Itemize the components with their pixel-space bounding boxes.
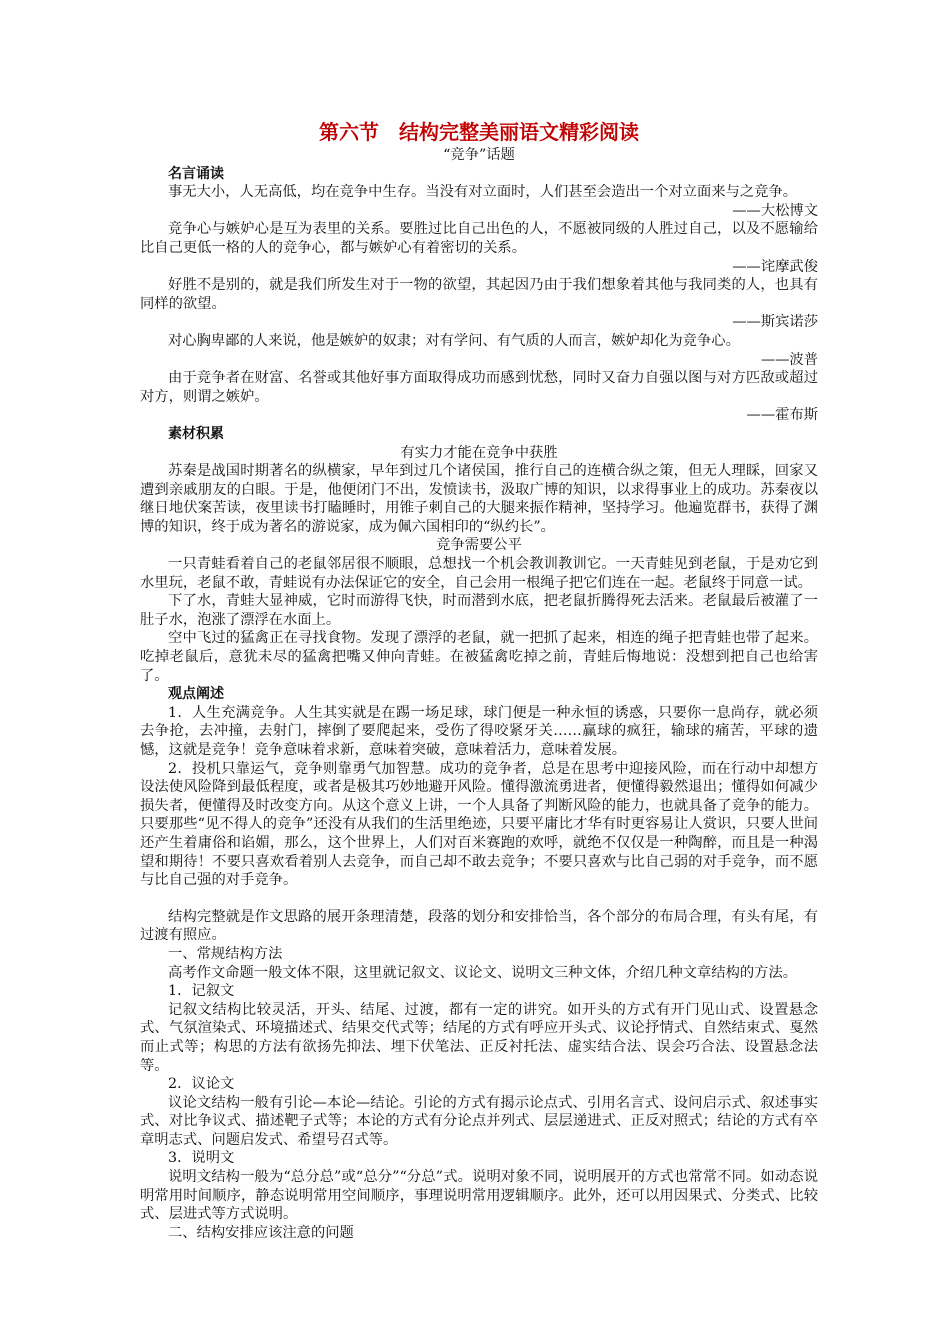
- page-subtitle: “竞争”话题: [443, 147, 515, 163]
- viewpoint-paragraph: 1．人生充满竞争。人生其实就是在踢一场足球，球门便是一种永恒的诱惑，只要你一息尚存，就必须去争抢，去冲撞，去射门，摔倒了要爬起来，受伤了得咬紧牙关……赢球的疯狂，输球的痛苦，平球的遗憾，这就是竞争！竞争意味着求新，意味着突破，意味着活力，意味着发展。: [140, 704, 818, 758]
- structure-paragraph: 议论文结构一般有引论—本论—结论。引论的方式有揭示论点式、引用名言式、设问启示式、叙述事实式、对比争议式、描述靶子式等；本论的方式有分论点并列式、层层递进式、正反对照式；结论的方式有卒章明志式、问题启发式、希望号召式等。: [140, 1094, 818, 1148]
- quote-text: 对心胸卑鄙的人来说，他是嫉妒的奴隶；对有学问、有气质的人而言，嫉妒却化为竞争心。: [168, 332, 740, 349]
- story-paragraph: 一只青蛙看着自己的老鼠邻居很不顺眼，总想找一个机会教训教训它。一天青蛙见到老鼠，于是劝它到水里玩，老鼠不敢，青蛙说有办法保证它的安全，自己会用一根绳子把它们连在一起。老鼠终于同意一试。: [140, 556, 818, 591]
- section-heading-quotes: 名言诵读: [168, 165, 224, 182]
- quote-text: 由于竞争者在财富、名誉或其他好事方面取得成功而感到忧愁，同时又奋力自强以图与对方匹敌或超过对方，则谓之嫉妒。: [140, 370, 818, 405]
- subheading-expository: 3．说明文: [168, 1150, 235, 1167]
- quote-text: 事无大小，人无高低，均在竞争中生存。当没有对立面时，人们甚至会造出一个对立面来与之竞争。: [168, 184, 798, 201]
- quote-author: ——波普: [760, 351, 818, 368]
- quote-text: 竞争心与嫉妒心是互为表里的关系。要胜过比自己出色的人，不愿被同级的人胜过自己，以及不愿输给比自己更低一格的人的竞争心，都与嫉妒心有着密切的关系。: [140, 221, 818, 256]
- section-heading-materials: 素材积累: [168, 425, 224, 442]
- structure-paragraph: 记叙文结构比较灵活，开头、结尾、过渡，都有一定的讲究。如开头的方式有开门见山式、设置悬念式、气氛渲染式、环境描述式、结果交代式等；结尾的方式有呼应开头式、议论抒情式、自然结束式、戛然而止式等；构思的方法有欲扬先抑法、埋下伏笔法、正反衬托法、虚实结合法、误会巧合法、设置悬念法等。: [140, 1001, 818, 1074]
- spacer: [140, 890, 818, 908]
- subheading-argumentative: 2．议论文: [168, 1076, 235, 1093]
- structure-paragraph: 高考作文命题一般文体不限，这里就记叙文、议论文、说明文三种文体，介绍几种文章结构的方法。: [168, 964, 798, 981]
- structure-heading-1: 一、常规结构方法: [168, 945, 283, 962]
- section-heading-viewpoints: 观点阐述: [168, 686, 224, 703]
- page-title: 第六节 结构完整美丽语文精彩阅读: [319, 120, 639, 144]
- quote-author: ——霍布斯: [746, 407, 818, 424]
- structure-intro: 结构完整就是作文思路的展开条理清楚，段落的划分和安排恰当，各个部分的布局合理，有头有尾，有过渡有照应。: [140, 908, 818, 944]
- quote-author: ——斯宾诺莎: [732, 314, 818, 331]
- quote-text: 好胜不是别的，就是我们所发生对于一物的欲望，其起因乃由于我们想象着其他与我同类的人，也具有同样的欲望。: [140, 277, 818, 312]
- structure-paragraph: 说明文结构一般为“总分总”或“总分”“分总”式。说明对象不同，说明展开的方式也常常不同。如动态说明常用时间顺序，静态说明常用空间顺序，事理说明常用逻辑顺序。此外，还可以用因果式、分类式、比较式、层进式等方式说明。: [140, 1169, 818, 1223]
- viewpoint-paragraph: 2．投机只靠运气，竞争则靠勇气加智慧。成功的竞争者，总是在思考中迎接风险，而在行动中却想方设法使风险降到最低程度，或者是极其巧妙地避开风险。懂得激流勇进者，便懂得毅然退出；懂得如何减少损失者，便懂得及时改变方向。从这个意义上讲，一个人具备了判断风险的能力，也就具备了竞争的能力。只要那些“见不得人的竞争”还没有从我们的生活里绝迹，只要平庸比才华有时更容易让人赏识，只要人世间还产生着庸俗和谄媚，那么，这个世界上，人们对百米赛跑的欢呼，就绝不仅仅是一种陶醉，而且是一种渴望和期待！不要只喜欢看着别人去竞争，而自己却不敢去竞争；不要只喜欢与比自己弱的对手竞争，而不愿与比自己强的对手竞争。: [140, 760, 818, 889]
- story-paragraph: 苏秦是战国时期著名的纵横家，早年到过几个诸侯国，推行自己的连横合纵之策，但无人理睬，回家又遭到亲戚朋友的白眼。于是，他便闭门不出，发愤读书，汲取广博的知识，以求得事业上的成功。苏秦夜以继日地伏案苦读，夜里读书打瞌睡时，用锥子刺自己的大腿来振作精神，坚持学习。他遍览群书，获得了渊博的知识，终于成为著名的游说家，成为佩六国相印的“纵约长”。: [140, 463, 818, 535]
- quote-author: ——诧摩武俊: [732, 258, 818, 275]
- structure-heading-2: 二、结构安排应该注意的问题: [168, 1224, 354, 1241]
- story-paragraph: 空中飞过的猛禽正在寻找食物。发现了漂浮的老鼠，就一把抓了起来，相连的绳子把青蛙也带了起来。吃掉老鼠后，意犹未尽的猛禽把嘴又伸向青蛙。在被猛禽吃掉之前，青蛙后悔地说：没想到把自己也给害了。: [140, 630, 818, 684]
- story-paragraph: 下了水，青蛙大显神威，它时而游得飞快，时而潜到水底，把老鼠折腾得死去活来。老鼠最后被灌了一肚子水，泡涨了漂浮在水面上。: [140, 593, 818, 628]
- story-title: 竞争需要公平: [436, 537, 522, 554]
- document-page: [140, 118, 818, 1242]
- quote-author: ——大松博文: [732, 202, 818, 219]
- story-title: 有实力才能在竞争中获胜: [400, 444, 558, 461]
- subheading-narrative: 1．记叙文: [168, 983, 235, 1000]
